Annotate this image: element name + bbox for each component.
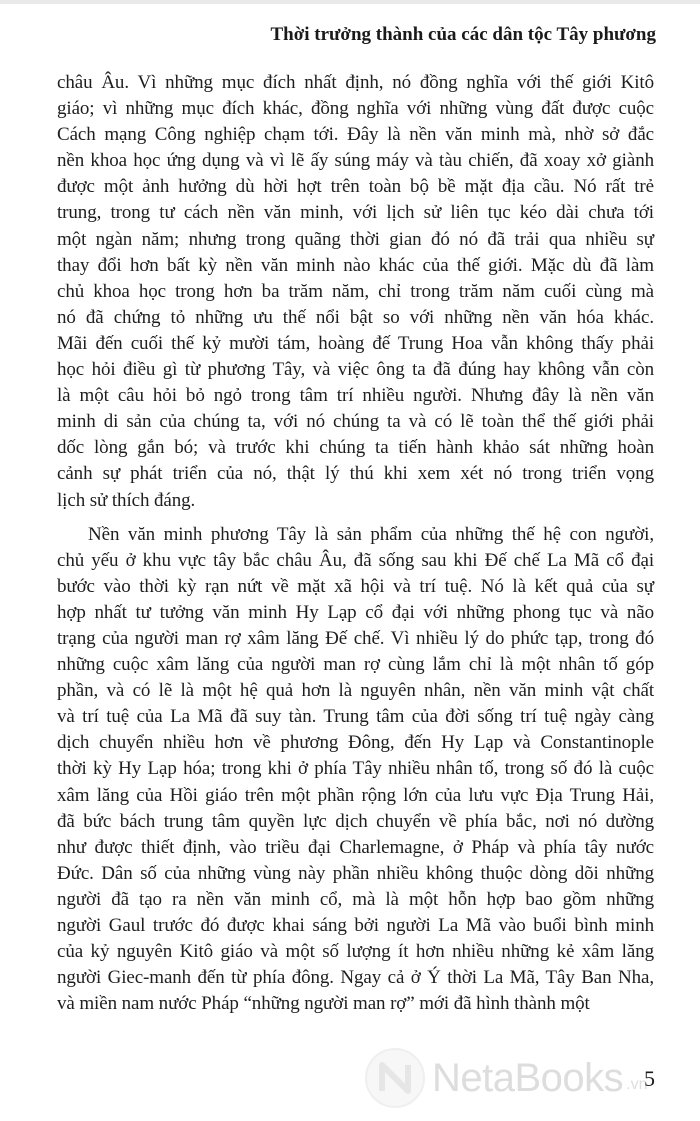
watermark-tld: .vn bbox=[626, 1076, 648, 1093]
text-line: cảnh sự phát triển của nó, thật lý thú khi xem xét nó trong triển vọng bbox=[57, 463, 654, 485]
text-line: và trí tuệ của La Mã đã suy tàn. Trung tâm của đời sống trí tuệ ngày càng bbox=[57, 706, 654, 728]
text-line: của kỷ nguyên Kitô giáo và một số lượng ít hơn nhiều những kẻ xâm lăng bbox=[57, 941, 654, 963]
watermark bbox=[364, 1046, 700, 1110]
text-line: dốc lòng gắn bó; và trước khi chúng ta tiến hành khảo sát những hoàn bbox=[57, 437, 654, 459]
text-line: chủ yếu ở khu vực tây bắc châu Âu, đã sống sau khi Đế chế La Mã cổ đại bbox=[57, 549, 654, 571]
text-line: người đã tạo ra nền văn minh cổ, mà là một hỗn hợp bao gồm những bbox=[57, 888, 654, 910]
text-line: bước vào thời kỳ rạn nứt về mặt xã hội và trí tuệ. Nó là kết quả của sự bbox=[57, 575, 654, 597]
text-line: Mãi đến cuối thế kỷ mười tám, hoàng đế Trung Hoa vẫn không thấy phải bbox=[57, 332, 654, 354]
text-line: là một câu hỏi bỏ ngỏ trong tâm trí nhiều người. Nhưng đây là nền văn bbox=[57, 385, 654, 407]
text-line: như được thiết định, vào triều đại Charlemagne, ở Pháp và phía tây nước bbox=[57, 836, 654, 858]
text-line: trạng của người man rợ xâm lăng Đế chế. Vì nhiều lý do phức tạp, trong đó bbox=[57, 627, 654, 649]
text-line: người Giec-manh đến từ phía đông. Ngay cả ở Ý thời La Mã, Tây Ban Nha, bbox=[57, 967, 654, 989]
paragraph bbox=[57, 70, 654, 514]
text-line: một ngàn năm; nhưng trong quãng thời gian đó nó đã trải qua nhiều sự bbox=[57, 228, 654, 250]
text-line: xâm lăng của Hồi giáo trên một phần rộng lớn của lưu vực Địa Trung Hải, bbox=[57, 784, 654, 806]
text-line: hợp nhất tư tưởng văn minh Hy Lạp cổ đại với những phong tục và não bbox=[57, 601, 654, 623]
text-line: chủ khoa học trong hơn ba trăm năm, chỉ trong trăm năm cuối cùng mà bbox=[57, 280, 654, 302]
text-line: giáo; vì những mục đích khác, đồng nghĩa với những vùng đất được cuộc bbox=[57, 98, 654, 120]
text-line: những cuộc xâm lăng của người man rợ cùng lắm chỉ là một nhân tố góp bbox=[57, 654, 654, 676]
text-line: dịch chuyển nhiều hơn về phương Đông, đến Hy Lạp và Constantinople bbox=[57, 732, 654, 754]
text-line: đã bức bách trung tâm quyền lực dịch chuyển về phía bắc, nơi nó dường bbox=[57, 810, 654, 832]
paragraph bbox=[57, 522, 654, 1018]
text-line: minh di sản của chúng ta, với nó chúng ta và có lẽ toàn thể thế giới phải bbox=[57, 411, 654, 433]
text-line: người Gaul trước đó được khai sáng bởi người La Mã vào buổi bình minh bbox=[57, 915, 654, 936]
page-number: 5 bbox=[644, 1066, 655, 1091]
text-line: Đức. Dân số của những vùng này phần nhiều không thuộc dòng dõi những bbox=[57, 862, 654, 884]
text-line: phần, và có lẽ là một hệ quả hơn là nguyên nhân, nền văn minh vật chất bbox=[57, 680, 654, 702]
text-line: trung, trong tư cách nền văn minh, với lịch sử liên tục kéo dài chưa tới bbox=[57, 202, 654, 224]
text-line: học hỏi điều gì từ phương Tây, và việc ông ta đã đúng hay không vẫn còn bbox=[57, 359, 654, 381]
header-rule bbox=[0, 0, 700, 4]
text-line: thời kỳ Hy Lạp hóa; trong khi ở phía Tây nhiều nhân tố, trong số đó là cuộc bbox=[57, 758, 654, 780]
netabooks-logo-icon bbox=[364, 1047, 426, 1109]
text-line: nền khoa học ứng dụng và vì lẽ ấy súng máy và tàu chiến, đã xoay xở giành bbox=[57, 150, 654, 172]
text-line: lịch sử thích đáng. bbox=[57, 489, 196, 511]
watermark-brand: NetaBooks bbox=[432, 1055, 624, 1100]
text-line: được một ảnh hưởng dù hời hợt trên toàn bộ bề mặt địa cầu. Nó rất trẻ bbox=[57, 176, 654, 198]
text-line: nó đã chứng tỏ những ưu thế nổi bật so với những nền văn hóa khác. bbox=[57, 306, 654, 328]
text-line: Nền văn minh phương Tây là sản phẩm của những thế hệ con người, bbox=[88, 523, 654, 545]
body-text bbox=[57, 70, 654, 1017]
running-title: Thời trưởng thành của các dân tộc Tây phương bbox=[270, 24, 656, 45]
text-line: và miền nam nước Pháp “những người man rợ” mới đã hình thành một bbox=[57, 993, 590, 1015]
text-line: châu Âu. Vì những mục đích nhất định, nó đồng nghĩa với thế giới Kitô bbox=[57, 72, 654, 93]
text-line: thay đổi hơn bất kỳ nền văn minh nào khác của thế giới. Mặc dù đã làm bbox=[57, 254, 654, 276]
text-line: Cách mạng Công nghiệp chạm tới. Đây là nền văn minh mà, nhờ sở đắc bbox=[57, 124, 654, 146]
